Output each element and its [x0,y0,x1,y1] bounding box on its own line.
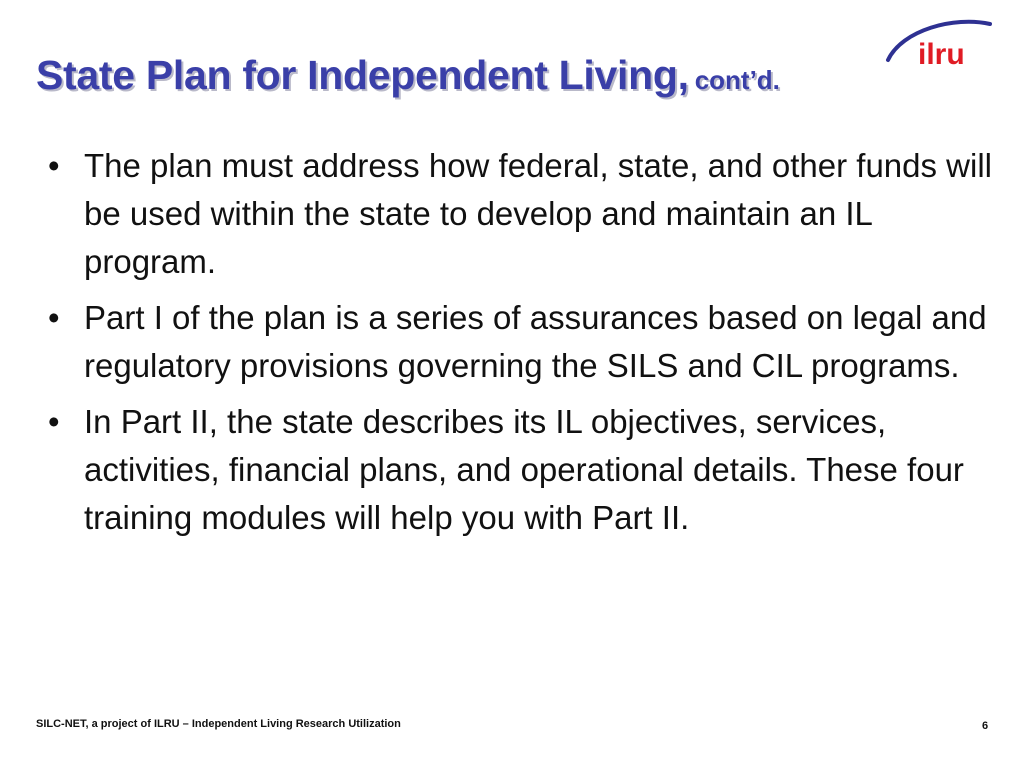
title-main: State Plan for Independent Living, [36,52,689,98]
bullet-marker: • [48,147,60,184]
bullet-text: In Part II, the state describes its IL objectives, services, activities, financial plans, and operational details. These four training modules will help you with Part II. [84,403,964,536]
logo-text: ilru [918,38,965,71]
bullet-marker: • [48,299,60,336]
bullet-item [48,398,998,542]
bullet-text: Part I of the plan is a series of assurances based on legal and regulatory provisions governing the SILS and CIL programs. [84,299,987,384]
footer-text: SILC-NET, a project of ILRU – Independent Living Research Utilization [36,718,401,730]
bullet-marker: • [48,403,60,440]
page-number: 6 [982,720,989,732]
ilru-logo-graphic [884,14,994,76]
bullet-text: The plan must address how federal, state, and other funds will be used within the state to develop and maintain an IL program. [84,147,992,280]
bullet-item [48,142,998,286]
bullet-item [48,294,998,390]
title-suffix: cont’d. [694,65,780,95]
bullet-list [48,142,998,550]
ilru-logo [884,14,994,76]
slide-title [36,52,780,99]
